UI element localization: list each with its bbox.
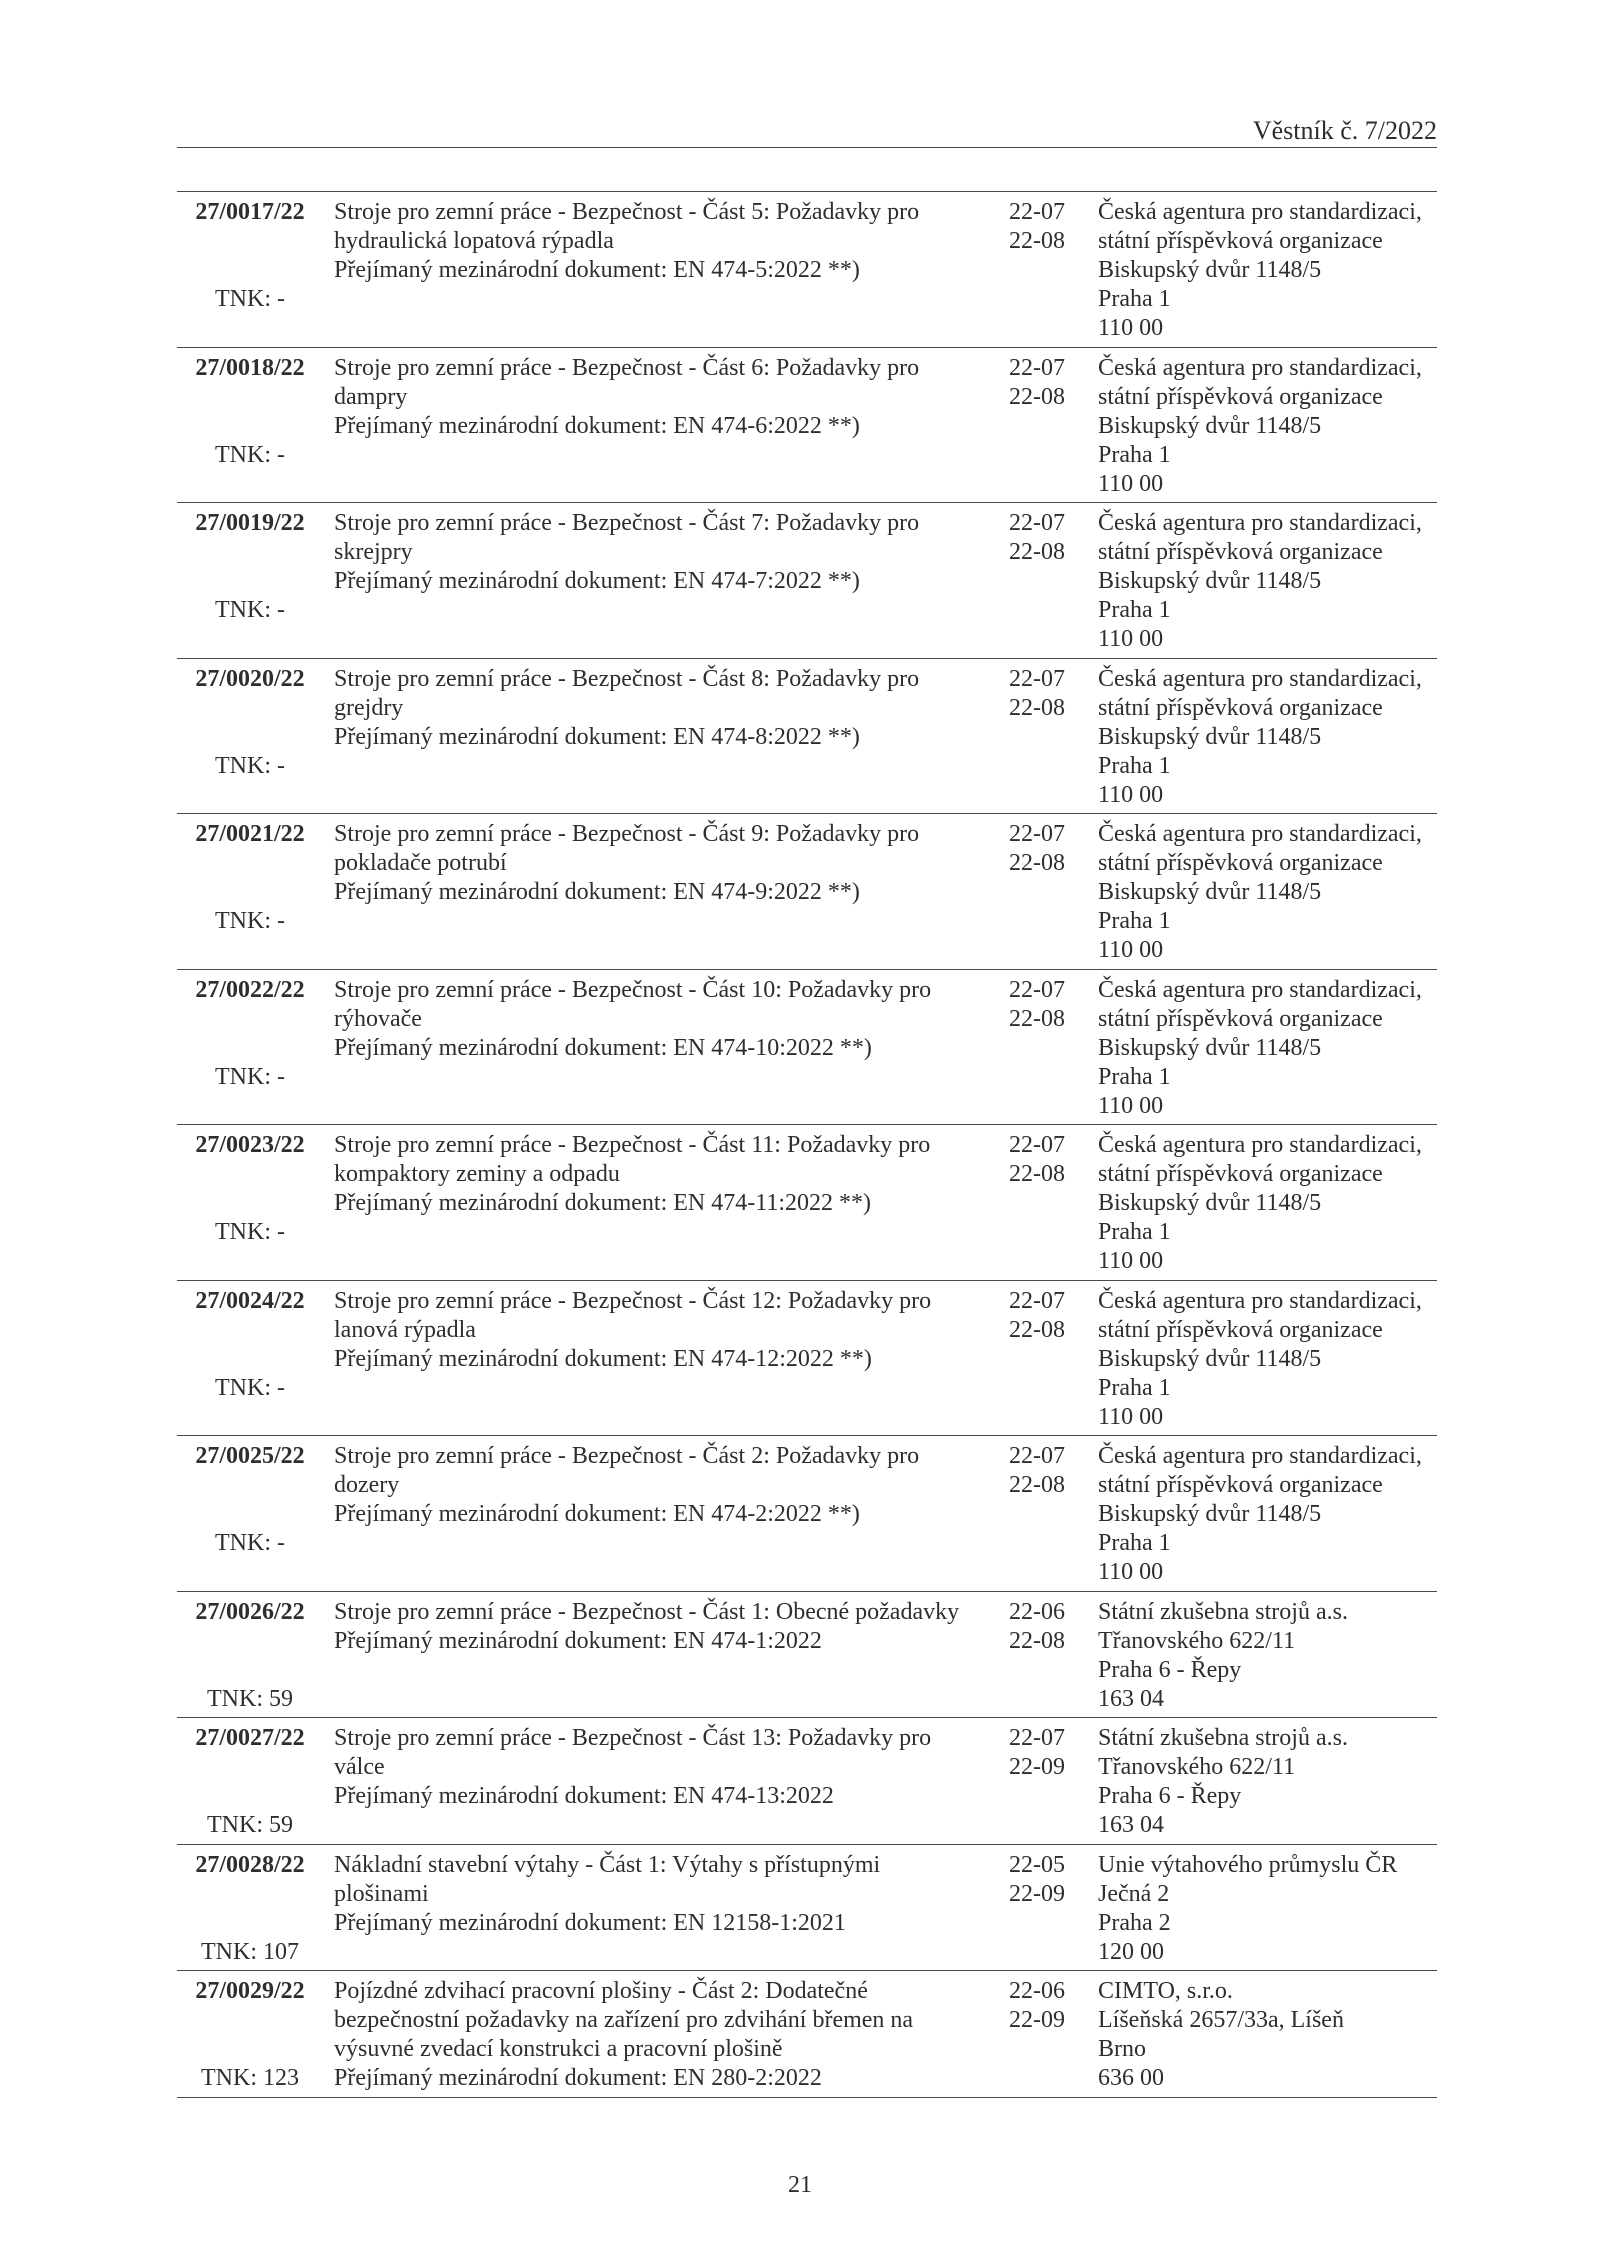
entry-title-line: plošinami [334,1880,429,1907]
entry-title-line: Přejímaný mezinárodní dokument: EN 474-6:2022 **) [334,412,860,439]
entry-address-cell [1098,1724,1433,1840]
table-row [177,814,1437,970]
entry-address-line: Státní zkušebna strojů a.s. [1098,1725,1348,1751]
entry-id-cell [177,970,323,1125]
entry-code: 27/0026/22 [195,1598,305,1625]
entry-date: 22-09 [1009,1754,1065,1780]
entry-id-cell [177,1845,323,1971]
entry-date: 22-07 [1009,1725,1065,1751]
entry-title-line: výsuvné zvedací konstrukci a pracovní plošině [334,2036,783,2062]
entry-address-line: Praha 1 [1098,752,1171,779]
entry-dates-cell [1009,354,1089,412]
entry-date: 22-07 [1009,199,1065,225]
entry-address-line: Česká agentura pro standardizaci, [1098,1132,1422,1158]
entry-title-line: Nákladní stavební výtahy - Část 1: Výtahy s přístupnými [334,1851,881,1878]
entry-title-line: Stroje pro zemní práce - Bezpečnost - Část 2: Požadavky pro [334,1443,920,1469]
entry-id-cell [177,192,323,347]
entry-date: 22-07 [1009,1287,1065,1314]
standards-table [177,191,1437,2098]
entry-code: 27/0017/22 [195,199,305,225]
entry-title-cell [334,1131,999,1218]
entry-dates-cell [1009,1287,1089,1345]
entry-title-line: kompaktory zeminy a odpadu [334,1161,620,1187]
entry-title-line: hydraulická lopatová rýpadla [334,228,614,254]
entry-tnk: TNK: 107 [201,1938,299,1965]
entry-date: 22-07 [1009,510,1065,536]
entry-address-line: 110 00 [1098,315,1164,341]
entry-address-line: státní příspěvková organizace [1098,1161,1383,1187]
entry-dates-cell [1009,198,1089,256]
entry-title-line: Přejímaný mezinárodní dokument: EN 474-8:2022 **) [334,723,860,750]
entry-address-line: Brno [1098,2036,1146,2062]
entry-address-line: Biskupský dvůr 1148/5 [1098,568,1322,594]
entry-date: 22-05 [1009,1851,1065,1878]
entry-address-line: Česká agentura pro standardizaci, [1098,1287,1422,1314]
entry-address-line: Praha 1 [1098,1374,1171,1401]
entry-date: 22-08 [1009,850,1065,876]
entry-title-line: Stroje pro zemní práce - Bezpečnost - Část 13: Požadavky pro [334,1725,932,1751]
entry-code: 27/0019/22 [195,510,305,536]
entry-title-cell [334,976,999,1063]
entry-address-cell [1098,665,1433,810]
entry-address-cell [1098,1442,1433,1587]
entry-id-cell [177,1592,323,1718]
entry-tnk: TNK: - [215,286,285,312]
entry-tnk: TNK: 59 [207,1812,293,1838]
entry-date: 22-08 [1009,1472,1065,1498]
entry-title-line: Stroje pro zemní práce - Bezpečnost - Část 5: Požadavky pro [334,199,920,225]
entry-address-line: státní příspěvková organizace [1098,228,1383,254]
entry-address-cell [1098,198,1433,343]
entry-address-line: Praha 1 [1098,1530,1171,1556]
table-row [177,1125,1437,1281]
entry-address-line: Biskupský dvůr 1148/5 [1098,1034,1322,1061]
entry-title-line: Stroje pro zemní práce - Bezpečnost - Část 11: Požadavky pro [334,1132,931,1158]
entry-id-cell [177,1281,323,1436]
entry-title-line: Přejímaný mezinárodní dokument: EN 474-10:2022 **) [334,1034,872,1061]
entry-title-cell [334,1287,999,1374]
entry-title-line: Přejímaný mezinárodní dokument: EN 12158-1:2021 [334,1909,846,1936]
entry-tnk: TNK: - [215,1374,285,1401]
entry-address-line: Česká agentura pro standardizaci, [1098,665,1422,692]
entry-title-line: Přejímaný mezinárodní dokument: EN 474-11:2022 **) [334,1190,872,1216]
entry-date: 22-08 [1009,383,1065,410]
entry-tnk: TNK: - [215,441,285,468]
entry-address-line: státní příspěvková organizace [1098,694,1383,721]
entry-date: 22-06 [1009,1598,1065,1625]
table-row [177,348,1437,504]
entry-title-line: lanová rýpadla [334,1316,476,1343]
table-row [177,970,1437,1126]
entry-dates-cell [1009,509,1089,567]
entry-dates-cell [1009,1851,1089,1909]
entry-address-line: 110 00 [1098,470,1164,497]
entry-address-line: Česká agentura pro standardizaci, [1098,354,1422,381]
entry-title-cell [334,820,999,907]
entry-title-cell [334,1851,999,1938]
entry-address-cell [1098,1851,1433,1967]
entry-title-line: Přejímaný mezinárodní dokument: EN 474-12:2022 **) [334,1345,872,1372]
entry-address-line: Praha 1 [1098,597,1171,623]
entry-title-line: Přejímaný mezinárodní dokument: EN 474-5:2022 **) [334,257,860,283]
entry-address-line: Třanovského 622/11 [1098,1627,1296,1654]
entry-address-line: Třanovského 622/11 [1098,1754,1296,1780]
entry-address-line: 110 00 [1098,1403,1164,1430]
entry-address-line: 110 00 [1098,1559,1164,1585]
entry-title-line: Stroje pro zemní práce - Bezpečnost - Část 8: Požadavky pro [334,665,920,692]
entry-address-line: 110 00 [1098,937,1164,963]
entry-dates-cell [1009,1598,1089,1656]
entry-code: 27/0027/22 [195,1725,305,1751]
entry-address-line: Česká agentura pro standardizaci, [1098,976,1422,1003]
table-row [177,192,1437,348]
entry-address-line: Biskupský dvůr 1148/5 [1098,1190,1322,1216]
entry-tnk: TNK: - [215,1530,285,1556]
entry-id-cell [177,1971,323,2097]
entry-address-line: Biskupský dvůr 1148/5 [1098,1501,1322,1527]
entry-date: 22-06 [1009,1978,1065,2004]
entry-title-cell [334,1977,999,2093]
table-row [177,1592,1437,1719]
entry-title-line: bezpečnostní požadavky na zařízení pro zdvihání břemen na [334,2007,914,2033]
entry-address-line: státní příspěvková organizace [1098,539,1383,565]
header-divider [177,147,1437,148]
entry-date: 22-08 [1009,539,1065,565]
entry-title-line: Stroje pro zemní práce - Bezpečnost - Část 10: Požadavky pro [334,976,932,1003]
entry-address-line: Praha 1 [1098,286,1171,312]
entry-title-cell [334,1598,999,1656]
entry-dates-cell [1009,1442,1089,1500]
entry-title-line: Přejímaný mezinárodní dokument: EN 474-13:2022 [334,1783,834,1809]
entry-dates-cell [1009,1724,1089,1782]
entry-address-line: 110 00 [1098,1092,1164,1119]
entry-date: 22-09 [1009,2007,1065,2033]
entry-address-line: 110 00 [1098,1248,1164,1274]
entry-date: 22-08 [1009,1161,1065,1187]
entry-date: 22-08 [1009,1316,1065,1343]
entry-tnk: TNK: - [215,752,285,779]
entry-tnk: TNK: 59 [207,1685,293,1712]
entry-address-line: Státní zkušebna strojů a.s. [1098,1598,1348,1625]
entry-address-line: CIMTO, s.r.o. [1098,1978,1233,2004]
entry-id-cell [177,1125,323,1280]
entry-id-cell [177,348,323,503]
bulletin-header-title: Věstník č. 7/2022 [1252,116,1437,145]
entry-address-line: Praha 1 [1098,441,1171,468]
entry-title-line: Stroje pro zemní práce - Bezpečnost - Část 6: Požadavky pro [334,354,920,381]
entry-code: 27/0024/22 [195,1287,305,1314]
entry-date: 22-07 [1009,1443,1065,1469]
entry-address-line: Líšeňská 2657/33a, Líšeň [1098,2007,1344,2033]
entry-id-cell [177,659,323,814]
entry-id-cell [177,1718,323,1844]
entry-code: 27/0023/22 [195,1132,305,1158]
entry-address-cell [1098,1287,1433,1432]
entry-id-cell [177,814,323,969]
entry-title-line: skrejpry [334,539,413,565]
entry-tnk: TNK: - [215,1219,285,1245]
entry-tnk: TNK: 123 [201,2065,299,2091]
entry-title-line: dozery [334,1472,400,1498]
entry-address-line: 163 04 [1098,1685,1164,1712]
entry-address-line: 163 04 [1098,1812,1164,1838]
entry-code: 27/0029/22 [195,1978,305,2004]
page-number: 21 [788,2172,812,2198]
entry-address-cell [1098,976,1433,1121]
entry-date: 22-08 [1009,694,1065,721]
table-row [177,1971,1437,2098]
entry-title-line: Přejímaný mezinárodní dokument: EN 474-2:2022 **) [334,1501,860,1527]
entry-address-line: Česká agentura pro standardizaci, [1098,199,1422,225]
entry-address-line: státní příspěvková organizace [1098,850,1383,876]
entry-title-cell [334,1724,999,1811]
entry-address-line: 120 00 [1098,1938,1164,1965]
entry-address-cell [1098,820,1433,965]
entry-address-line: Biskupský dvůr 1148/5 [1098,412,1322,439]
entry-address-line: Česká agentura pro standardizaci, [1098,510,1422,536]
entry-date: 22-09 [1009,1880,1065,1907]
entry-title-cell [334,354,999,441]
entry-address-line: Praha 1 [1098,1063,1171,1090]
entry-title-line: Přejímaný mezinárodní dokument: EN 474-1:2022 [334,1627,822,1654]
table-row [177,1281,1437,1437]
entry-code: 27/0025/22 [195,1443,305,1469]
entry-title-line: Přejímaný mezinárodní dokument: EN 474-7:2022 **) [334,568,860,594]
entry-address-line: 110 00 [1098,626,1164,652]
entry-address-line: státní příspěvková organizace [1098,1316,1383,1343]
entry-address-line: Biskupský dvůr 1148/5 [1098,257,1322,283]
entry-title-line: Stroje pro zemní práce - Bezpečnost - Část 7: Požadavky pro [334,510,920,536]
entry-date: 22-07 [1009,665,1065,692]
entry-tnk: TNK: - [215,908,285,934]
entry-title-line: Stroje pro zemní práce - Bezpečnost - Část 12: Požadavky pro [334,1287,932,1314]
entry-address-line: Unie výtahového průmyslu ČR [1098,1851,1398,1878]
entry-date: 22-08 [1009,1005,1065,1032]
entry-address-line: 636 00 [1098,2065,1164,2091]
entry-code: 27/0022/22 [195,976,305,1003]
entry-date: 22-08 [1009,1627,1065,1654]
entry-address-cell [1098,354,1433,499]
entry-address-line: Česká agentura pro standardizaci, [1098,821,1422,847]
table-row [177,503,1437,659]
entry-address-cell [1098,509,1433,654]
entry-code: 27/0018/22 [195,354,305,381]
entry-title-line: Stroje pro zemní práce - Bezpečnost - Část 1: Obecné požadavky [334,1598,960,1625]
entry-address-line: státní příspěvková organizace [1098,1005,1383,1032]
entry-title-line: Přejímaný mezinárodní dokument: EN 474-9:2022 **) [334,879,860,905]
entry-title-line: rýhovače [334,1005,422,1032]
entry-dates-cell [1009,665,1089,723]
entry-address-line: státní příspěvková organizace [1098,383,1383,410]
entry-id-cell [177,503,323,658]
table-row [177,1436,1437,1592]
entry-title-line: Pojízdné zdvihací pracovní plošiny - Část 2: Dodatečné [334,1978,868,2004]
entry-title-cell [334,198,999,285]
entry-address-line: Praha 2 [1098,1909,1171,1936]
table-row [177,1845,1437,1972]
entry-title-line: válce [334,1754,385,1780]
entry-date: 22-07 [1009,976,1065,1003]
entry-dates-cell [1009,1131,1089,1189]
entry-title-line: grejdry [334,694,404,721]
entry-dates-cell [1009,820,1089,878]
entry-code: 27/0028/22 [195,1851,305,1878]
entry-date: 22-07 [1009,821,1065,847]
entry-address-line: Ječná 2 [1098,1880,1170,1907]
entry-address-line: Biskupský dvůr 1148/5 [1098,1345,1322,1372]
entry-title-line: dampry [334,383,408,410]
entry-title-line: Přejímaný mezinárodní dokument: EN 280-2:2022 [334,2065,822,2091]
entry-address-cell [1098,1598,1433,1714]
table-row [177,659,1437,815]
entry-date: 22-08 [1009,228,1065,254]
entry-title-cell [334,1442,999,1529]
entry-address-line: Praha 1 [1098,1219,1171,1245]
entry-address-line: Praha 6 - Řepy [1098,1783,1242,1809]
entry-tnk: TNK: - [215,597,285,623]
entry-address-line: Biskupský dvůr 1148/5 [1098,723,1322,750]
entry-title-line: Stroje pro zemní práce - Bezpečnost - Část 9: Požadavky pro [334,821,920,847]
entry-tnk: TNK: - [215,1063,285,1090]
entry-address-cell [1098,1977,1433,2093]
entry-dates-cell [1009,976,1089,1034]
entry-address-line: Biskupský dvůr 1148/5 [1098,879,1322,905]
entry-id-cell [177,1436,323,1591]
entry-title-line: pokladače potrubí [334,850,507,876]
entry-address-line: Česká agentura pro standardizaci, [1098,1443,1422,1469]
entry-address-cell [1098,1131,1433,1276]
entry-date: 22-07 [1009,1132,1065,1158]
entry-code: 27/0021/22 [195,821,305,847]
entry-address-line: Praha 1 [1098,908,1171,934]
entry-title-cell [334,509,999,596]
entry-address-line: státní příspěvková organizace [1098,1472,1383,1498]
entry-code: 27/0020/22 [195,665,305,692]
entry-title-cell [334,665,999,752]
entry-dates-cell [1009,1977,1089,2035]
entry-address-line: Praha 6 - Řepy [1098,1656,1242,1683]
table-row [177,1718,1437,1845]
entry-date: 22-07 [1009,354,1065,381]
entry-address-line: 110 00 [1098,781,1164,808]
